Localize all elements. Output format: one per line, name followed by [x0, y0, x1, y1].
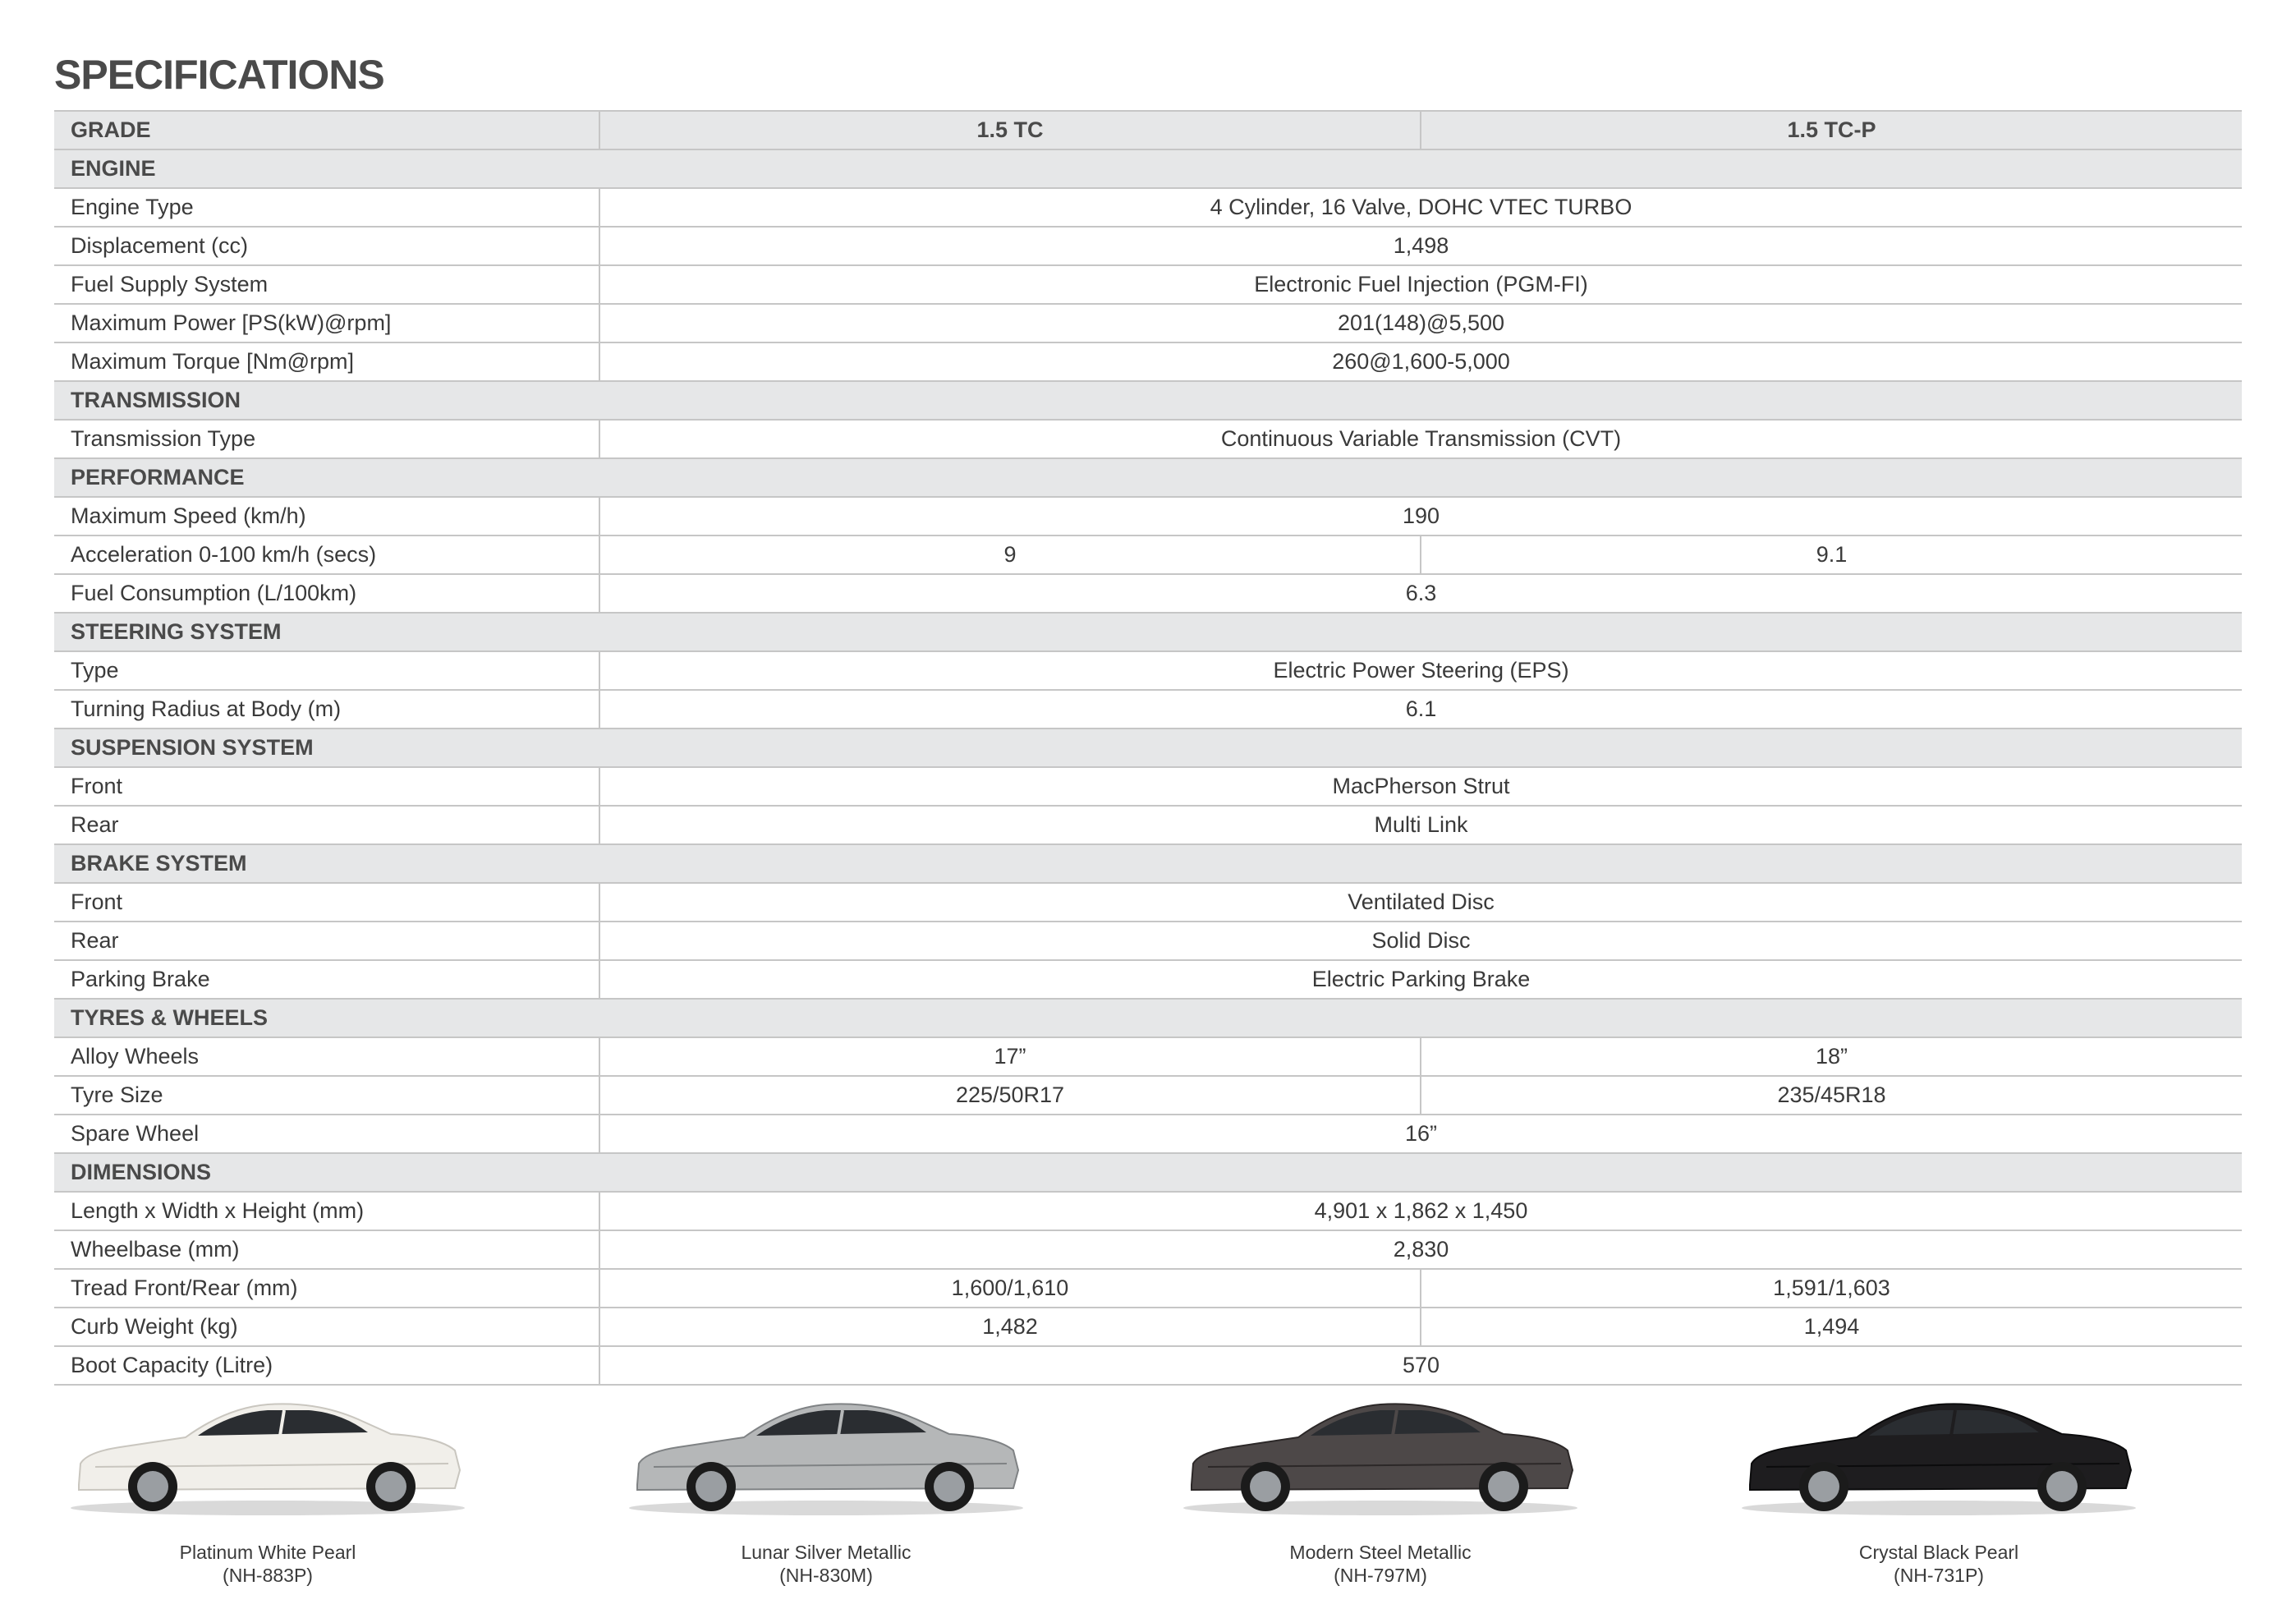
- section-header: [54, 613, 2242, 651]
- spec-label: Curb Weight (kg): [54, 1308, 599, 1346]
- section-title: ENGINE: [54, 149, 2242, 188]
- color-code: (NH-883P): [223, 1565, 313, 1586]
- spec-value: Ventilated Disc: [599, 883, 2242, 922]
- spec-row: [54, 342, 2242, 381]
- color-option: [1725, 1388, 2152, 1587]
- spec-row: [54, 1346, 2242, 1385]
- spec-value: 570: [599, 1346, 2242, 1385]
- spec-label: Type: [54, 651, 599, 690]
- spec-row: [54, 1230, 2242, 1269]
- spec-value: MacPherson Strut: [599, 767, 2242, 806]
- section-title: TRANSMISSION: [54, 381, 2242, 420]
- color-option: [613, 1388, 1040, 1587]
- spec-value-grade-1: 17”: [599, 1037, 1421, 1076]
- section-title: BRAKE SYSTEM: [54, 844, 2242, 883]
- spec-label: Boot Capacity (Litre): [54, 1346, 599, 1385]
- spec-row: [54, 536, 2242, 574]
- spec-value: 6.3: [599, 574, 2242, 613]
- spec-label: Rear: [54, 922, 599, 960]
- car-image: [621, 1388, 1031, 1519]
- spec-label: Alloy Wheels: [54, 1037, 599, 1076]
- spec-value: Multi Link: [599, 806, 2242, 844]
- section-title: DIMENSIONS: [54, 1153, 2242, 1192]
- spec-value-grade-2: 1,591/1,603: [1421, 1269, 2242, 1308]
- spec-value: Electric Power Steering (EPS): [599, 651, 2242, 690]
- spec-label: Parking Brake: [54, 960, 599, 999]
- spec-label: Engine Type: [54, 188, 599, 227]
- car-image: [1733, 1388, 2144, 1519]
- spec-value: 201(148)@5,500: [599, 304, 2242, 342]
- spec-label: Maximum Speed (km/h): [54, 497, 599, 536]
- specifications-table: [54, 110, 2242, 1386]
- color-code: (NH-731P): [1894, 1565, 1984, 1586]
- color-option: [54, 1388, 481, 1587]
- spec-row: [54, 883, 2242, 922]
- car-image: [62, 1388, 473, 1519]
- spec-value: 260@1,600-5,000: [599, 342, 2242, 381]
- section-header: [54, 844, 2242, 883]
- spec-label: Displacement (cc): [54, 227, 599, 265]
- section-header: [54, 381, 2242, 420]
- spec-label: Tyre Size: [54, 1076, 599, 1115]
- section-header: [54, 1153, 2242, 1192]
- section-header: [54, 149, 2242, 188]
- spec-row: [54, 651, 2242, 690]
- spec-value: Continuous Variable Transmission (CVT): [599, 420, 2242, 458]
- spec-row: [54, 1076, 2242, 1115]
- spec-label: Maximum Power [PS(kW)@rpm]: [54, 304, 599, 342]
- spec-row: [54, 420, 2242, 458]
- spec-value-grade-2: 1,494: [1421, 1308, 2242, 1346]
- spec-value: 16”: [599, 1115, 2242, 1153]
- section-header: [54, 729, 2242, 767]
- spec-label: Length x Width x Height (mm): [54, 1192, 599, 1230]
- spec-row: [54, 922, 2242, 960]
- spec-row: [54, 304, 2242, 342]
- spec-label: Front: [54, 767, 599, 806]
- section-title: TYRES & WHEELS: [54, 999, 2242, 1037]
- page-title: SPECIFICATIONS: [54, 52, 384, 98]
- spec-row: [54, 188, 2242, 227]
- color-code: (NH-830M): [779, 1565, 873, 1586]
- spec-value: 1,498: [599, 227, 2242, 265]
- color-code: (NH-797M): [1334, 1565, 1427, 1586]
- spec-value: Electric Parking Brake: [599, 960, 2242, 999]
- spec-label: Tread Front/Rear (mm): [54, 1269, 599, 1308]
- spec-value: Solid Disc: [599, 922, 2242, 960]
- spec-row: [54, 767, 2242, 806]
- spec-label: Wheelbase (mm): [54, 1230, 599, 1269]
- section-header: [54, 999, 2242, 1037]
- spec-label: Fuel Consumption (L/100km): [54, 574, 599, 613]
- spec-value-grade-1: 1,600/1,610: [599, 1269, 1421, 1308]
- spec-row: [54, 1115, 2242, 1153]
- color-name: Platinum White Pearl: [179, 1542, 356, 1563]
- spec-value-grade-2: 235/45R18: [1421, 1076, 2242, 1115]
- spec-value-grade-1: 225/50R17: [599, 1076, 1421, 1115]
- grade-col-1: 1.5 TC: [599, 111, 1421, 149]
- spec-row: [54, 806, 2242, 844]
- spec-row: [54, 227, 2242, 265]
- spec-row: [54, 690, 2242, 729]
- spec-row: [54, 1308, 2242, 1346]
- spec-value-grade-2: 18”: [1421, 1037, 2242, 1076]
- color-option: [1167, 1388, 1594, 1587]
- spec-value: Electronic Fuel Injection (PGM-FI): [599, 265, 2242, 304]
- spec-value-grade-1: 9: [599, 536, 1421, 574]
- spec-row: [54, 265, 2242, 304]
- spec-label: Fuel Supply System: [54, 265, 599, 304]
- spec-row: [54, 960, 2242, 999]
- section-title: PERFORMANCE: [54, 458, 2242, 497]
- spec-value: 4,901 x 1,862 x 1,450: [599, 1192, 2242, 1230]
- spec-label: Spare Wheel: [54, 1115, 599, 1153]
- spec-value: 6.1: [599, 690, 2242, 729]
- spec-label: Rear: [54, 806, 599, 844]
- grade-label: GRADE: [54, 111, 599, 149]
- section-header: [54, 458, 2242, 497]
- spec-label: Acceleration 0-100 km/h (secs): [54, 536, 599, 574]
- spec-value: 2,830: [599, 1230, 2242, 1269]
- section-title: STEERING SYSTEM: [54, 613, 2242, 651]
- section-title: SUSPENSION SYSTEM: [54, 729, 2242, 767]
- color-name: Crystal Black Pearl: [1858, 1542, 2019, 1563]
- color-name: Modern Steel Metallic: [1289, 1542, 1472, 1563]
- color-name: Lunar Silver Metallic: [741, 1542, 912, 1563]
- spec-label: Maximum Torque [Nm@rpm]: [54, 342, 599, 381]
- color-options: [54, 1388, 2242, 1602]
- spec-label: Transmission Type: [54, 420, 599, 458]
- spec-label: Front: [54, 883, 599, 922]
- spec-value: 4 Cylinder, 16 Valve, DOHC VTEC TURBO: [599, 188, 2242, 227]
- spec-row: [54, 1192, 2242, 1230]
- grade-col-2: 1.5 TC-P: [1421, 111, 2242, 149]
- spec-value-grade-1: 1,482: [599, 1308, 1421, 1346]
- grade-header-row: [54, 111, 2242, 149]
- spec-value-grade-2: 9.1: [1421, 536, 2242, 574]
- spec-row: [54, 497, 2242, 536]
- spec-row: [54, 574, 2242, 613]
- spec-label: Turning Radius at Body (m): [54, 690, 599, 729]
- spec-row: [54, 1037, 2242, 1076]
- spec-row: [54, 1269, 2242, 1308]
- spec-value: 190: [599, 497, 2242, 536]
- car-image: [1175, 1388, 1586, 1519]
